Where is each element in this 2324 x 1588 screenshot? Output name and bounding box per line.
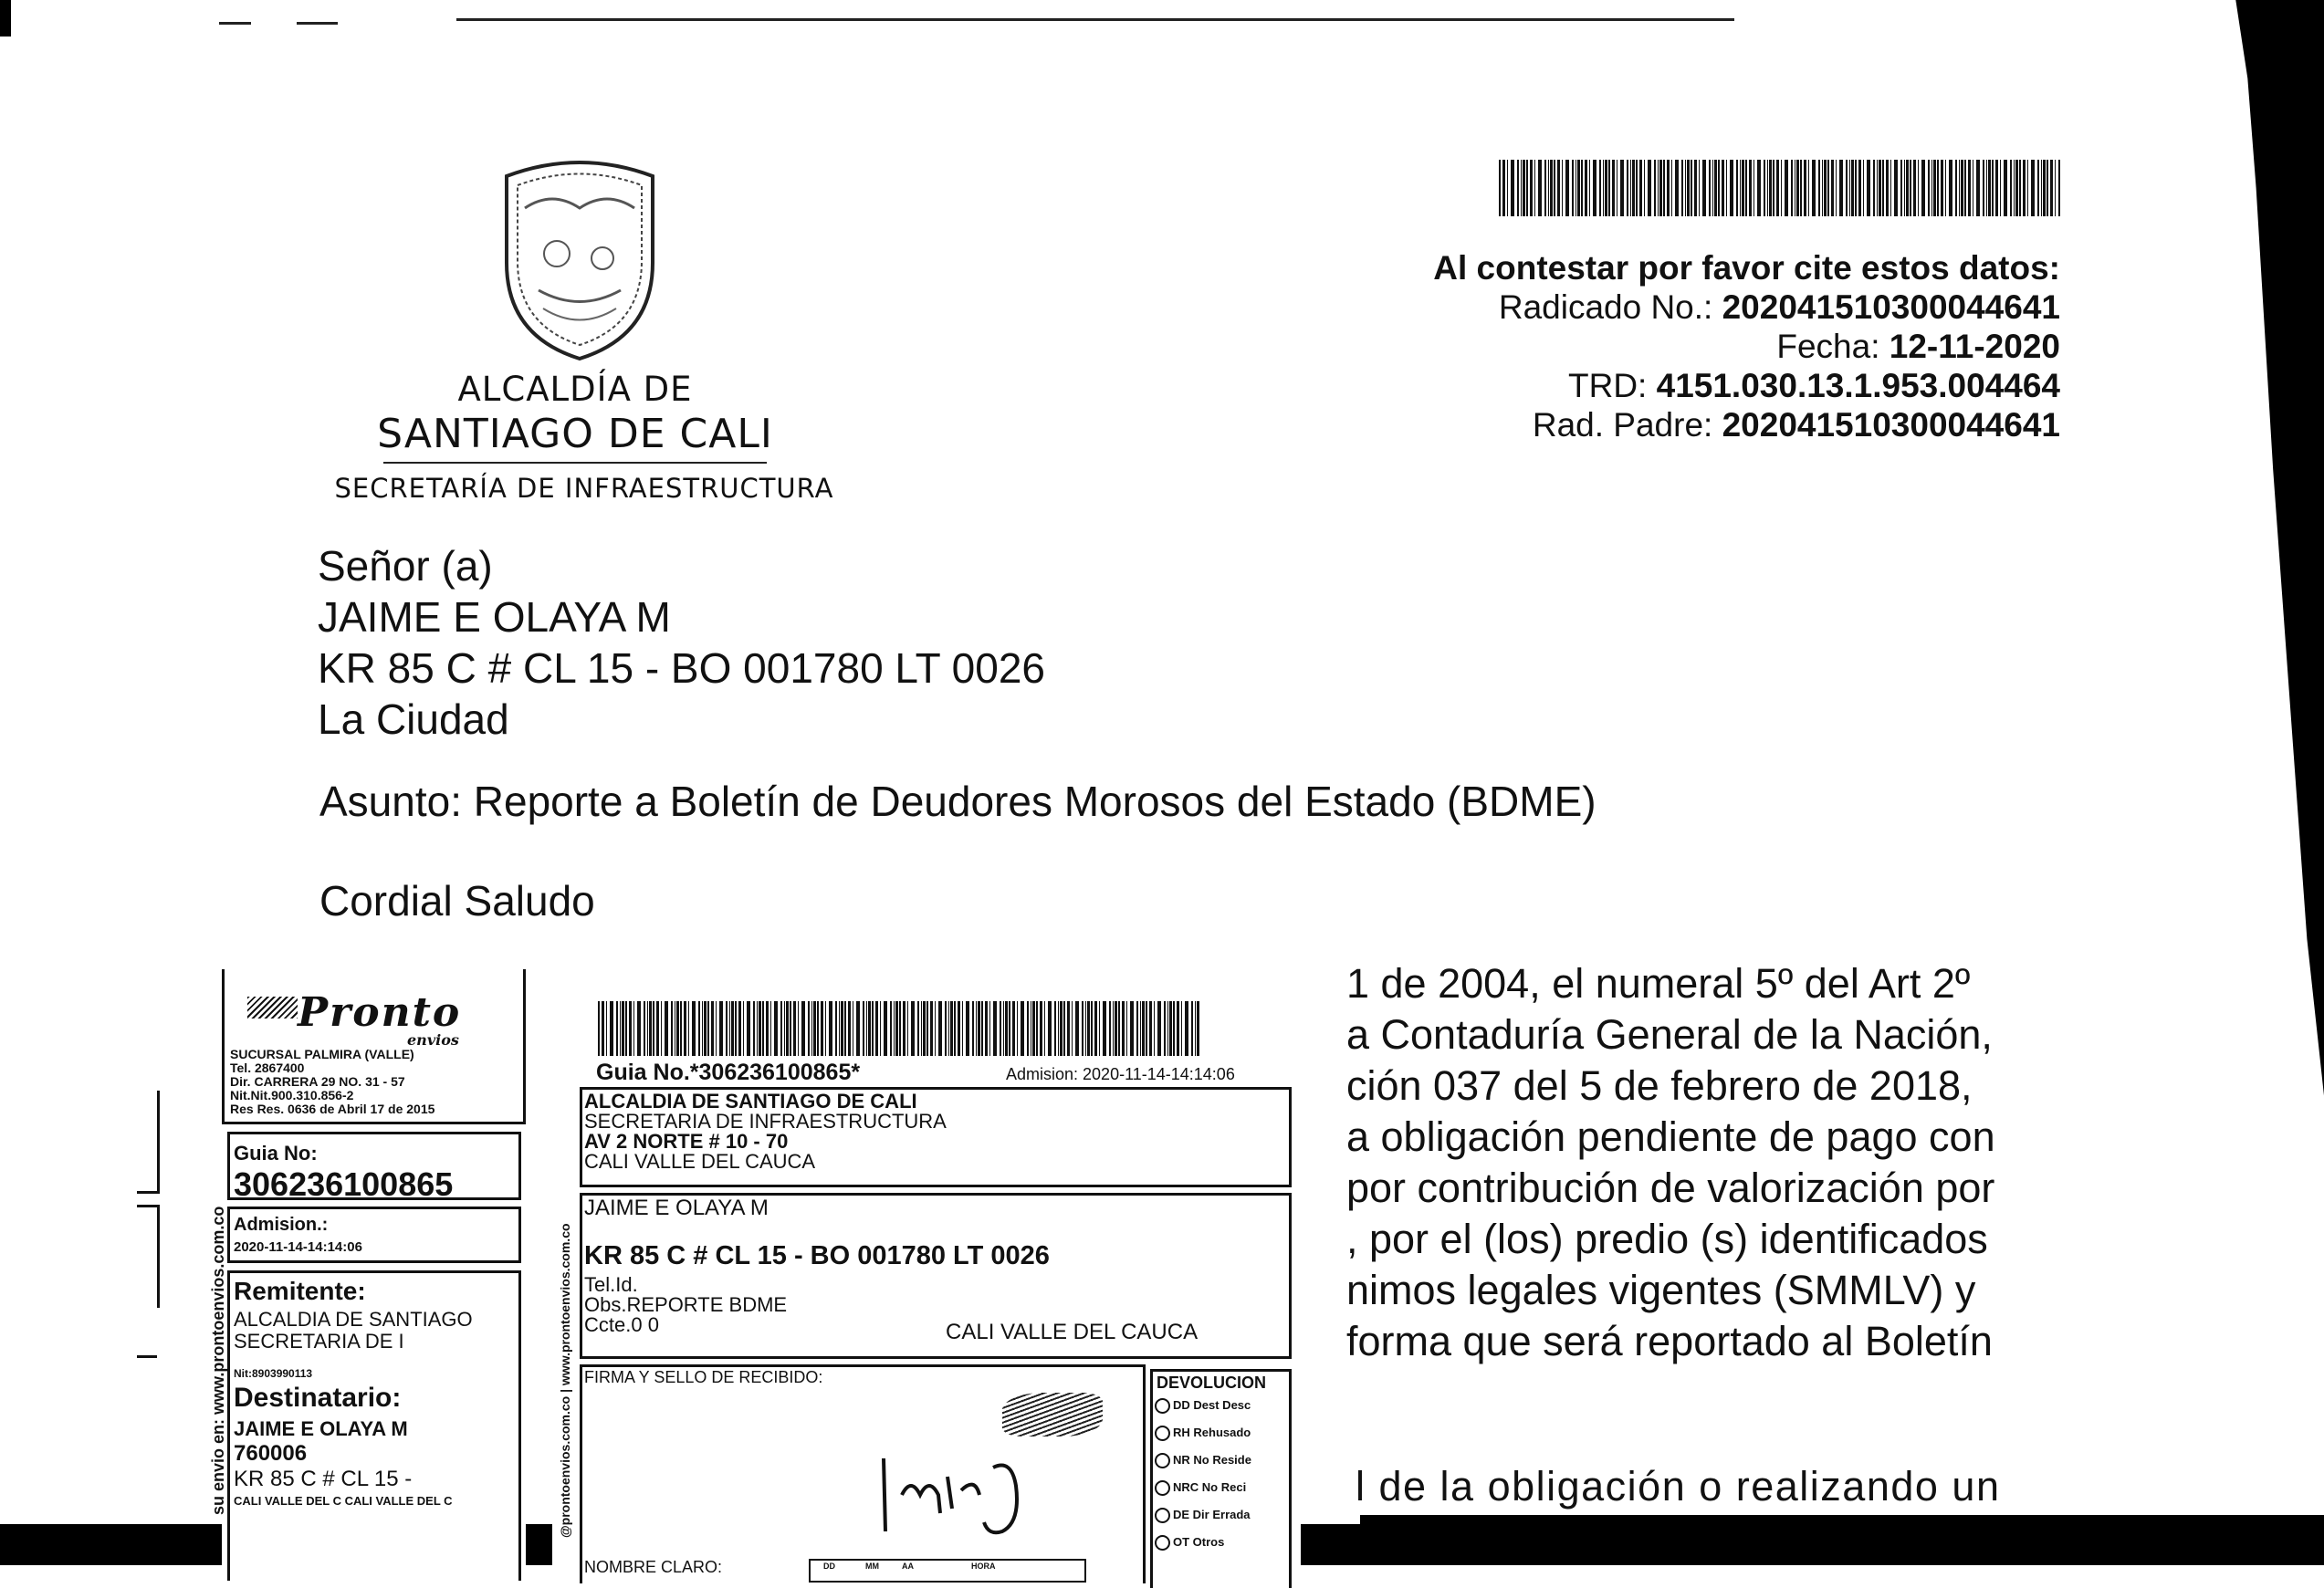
firma-label: FIRMA Y SELLO DE RECIBIDO: xyxy=(584,1368,823,1386)
devolucion-item[interactable]: OT Otros xyxy=(1155,1529,1251,1556)
top-rule-short-2 xyxy=(297,22,338,25)
recipient-obs: Obs.REPORTE BDME xyxy=(584,1293,788,1316)
courier-tel: Tel. 2867400 xyxy=(230,1060,305,1075)
municipality-line3: SECRETARÍA DE INFRAESTRUCTURA xyxy=(334,473,834,504)
body-fragment-5: por contribución de valorización por xyxy=(1346,1165,1995,1211)
courier-branch-text xyxy=(230,1048,434,1116)
courier-brand-sub: envios xyxy=(407,1031,459,1049)
remitente-box-small xyxy=(227,1270,521,1581)
date-col-aa: AA xyxy=(902,1562,914,1571)
courier-branch-box xyxy=(222,969,526,1124)
radicado-value: 202041510300044641 xyxy=(1722,288,2060,326)
sender-line4: CALI VALLE DEL CAUCA xyxy=(584,1150,816,1173)
radio-circle-icon xyxy=(1155,1480,1170,1496)
body-fragment-3: ción 037 del 5 de febrero de 2018, xyxy=(1346,1062,1973,1109)
recipient-city: CALI VALLE DEL CAUCA xyxy=(946,1320,1199,1344)
courier-brand-logo: Pronto xyxy=(298,989,462,1036)
admision-label-small: Admision.: xyxy=(234,1215,329,1235)
recipient-ccte: Ccte.0 0 xyxy=(584,1313,659,1336)
destinatario-postal: 760006 xyxy=(234,1441,308,1466)
addressee-name: JAIME E OLAYA M xyxy=(318,593,671,641)
devolucion-item[interactable]: DD Dest Desc xyxy=(1155,1392,1251,1419)
courier-vertical-text-left: su envio en: www.prontoenvios.com.co xyxy=(209,1206,227,1515)
courier-res: Res Res. 0636 de Abril 17 de 2015 xyxy=(230,1102,435,1116)
radio-circle-icon xyxy=(1155,1508,1170,1523)
devolucion-list xyxy=(1155,1392,1251,1556)
addressee-salutation: Señor (a) xyxy=(318,542,493,590)
destinatario-name: JAIME E OLAYA M xyxy=(234,1417,408,1440)
recipient-name: JAIME E OLAYA M xyxy=(584,1196,769,1220)
radio-circle-icon xyxy=(1155,1535,1170,1551)
reference-block xyxy=(1433,248,2060,444)
margin-bracket-1 xyxy=(137,1091,160,1194)
subject-line: Asunto: Reporte a Boletín de Deudores Morosos del Estado (BDME) xyxy=(319,778,1596,825)
margin-bracket-3 xyxy=(137,1355,157,1358)
body-fragment-4: a obligación pendiente de pago con xyxy=(1346,1113,1995,1160)
devolucion-title: DEVOLUCION xyxy=(1157,1374,1267,1392)
remitente-line2: SECRETARIA DE I xyxy=(234,1330,404,1353)
radicado-label: Radicado No.: xyxy=(1498,288,1713,326)
fecha-value: 12-11-2020 xyxy=(1889,328,2060,365)
remitente-line1: ALCALDIA DE SANTIAGO xyxy=(234,1308,473,1331)
recipient-box xyxy=(580,1193,1292,1359)
devolucion-item[interactable]: NR No Reside xyxy=(1155,1447,1251,1474)
destinatario-label: Destinatario: xyxy=(234,1383,402,1413)
date-box xyxy=(809,1559,1086,1583)
municipality-line2: SANTIAGO DE CALI xyxy=(377,411,773,457)
destinatario-address: KR 85 C # CL 15 - xyxy=(234,1467,413,1491)
remitente-label: Remitente: xyxy=(234,1277,366,1305)
devolucion-item[interactable]: NRC No Reci xyxy=(1155,1474,1251,1501)
body-fragment-8: forma que será reportado al Boletín xyxy=(1346,1318,1993,1364)
municipality-rule xyxy=(383,462,767,464)
courier-admision-main: Admision: 2020-11-14-14:14:06 xyxy=(1006,1065,1235,1083)
body-fragment-6: , por el (los) predio (s) identificados xyxy=(1346,1216,1988,1262)
padre-value: 202041510300044641 xyxy=(1722,406,2060,444)
date-col-mm: MM xyxy=(865,1562,879,1571)
municipality-line1: ALCALDÍA DE xyxy=(457,370,693,409)
devolucion-item[interactable]: RH Rehusado xyxy=(1155,1419,1251,1447)
courier-guia-main: Guia No.*306236100865* xyxy=(596,1060,861,1085)
handwritten-signature xyxy=(874,1440,1075,1541)
courier-label-main xyxy=(552,981,1301,1576)
sender-box xyxy=(580,1087,1292,1187)
courier-stamp xyxy=(1002,1393,1103,1437)
body-fragment-2: a Contaduría General de la Nación, xyxy=(1346,1011,1993,1058)
devolucion-box xyxy=(1150,1369,1292,1588)
admision-box-small xyxy=(227,1207,521,1263)
date-col-hora: HORA xyxy=(971,1562,996,1571)
top-rule-short xyxy=(219,22,251,25)
courier-branch: SUCURSAL PALMIRA (VALLE) xyxy=(230,1047,414,1061)
sender-line3: AV 2 NORTE # 10 - 70 xyxy=(584,1130,789,1153)
trd-line xyxy=(1433,366,2060,405)
sender-line2: SECRETARIA DE INFRAESTRUCTURA xyxy=(584,1110,947,1133)
body-fragment-last: l de la obligación o realizando un xyxy=(1356,1463,2001,1510)
courier-label-small xyxy=(209,967,526,1565)
margin-bracket-2 xyxy=(137,1205,160,1308)
courier-vertical-text-main: @prontoenvios.com.co | www.prontoenvios.com.co xyxy=(558,1223,572,1538)
recipient-tel: Tel.Id. xyxy=(584,1273,638,1296)
radio-circle-icon xyxy=(1155,1426,1170,1441)
trd-label: TRD: xyxy=(1568,367,1648,404)
admision-value-small: 2020-11-14-14:14:06 xyxy=(234,1239,362,1255)
courier-nit: Nit.Nit.900.310.856-2 xyxy=(230,1088,354,1102)
fecha-label: Fecha: xyxy=(1776,328,1880,365)
courier-brand-hatch xyxy=(247,997,298,1019)
body-fragment-1: 1 de 2004, el numeral 5º del Art 2º xyxy=(1346,960,1971,1007)
padre-label: Rad. Padre: xyxy=(1532,406,1713,444)
signature-box xyxy=(580,1364,1146,1583)
remitente-nit: Nit:8903990113 xyxy=(234,1367,313,1380)
courier-dir: Dir. CARRERA 29 NO. 31 - 57 xyxy=(230,1074,405,1089)
fecha-line xyxy=(1433,327,2060,366)
padre-line xyxy=(1433,405,2060,444)
addressee-address: KR 85 C # CL 15 - BO 001780 LT 0026 xyxy=(318,644,1045,692)
devolucion-item[interactable]: DE Dir Errada xyxy=(1155,1501,1251,1529)
radio-circle-icon xyxy=(1155,1453,1170,1468)
reference-heading: Al contestar por favor cite estos datos: xyxy=(1433,249,2060,287)
body-fragment-7: nimos legales vigentes (SMMLV) y xyxy=(1346,1267,1976,1313)
greeting: Cordial Saludo xyxy=(319,877,595,925)
radicado-line xyxy=(1433,287,2060,327)
date-col-dd: DD xyxy=(823,1562,835,1571)
nombre-label: NOMBRE CLARO: xyxy=(584,1558,723,1576)
barcode-top xyxy=(1499,160,2060,216)
guia-value-small: 306236100865 xyxy=(234,1165,454,1203)
guia-label-small: Guia No: xyxy=(234,1142,318,1165)
guia-box-small xyxy=(227,1132,521,1203)
addressee-city: La Ciudad xyxy=(318,695,509,743)
top-rule xyxy=(456,18,1734,21)
sender-line1: ALCALDIA DE SANTIAGO DE CALI xyxy=(584,1090,917,1113)
scan-edge-bottom-right xyxy=(1360,1515,2324,1565)
addressee-block xyxy=(318,540,1045,745)
coat-of-arms-seal xyxy=(488,153,671,363)
destinatario-city: CALI VALLE DEL C CALI VALLE DEL C xyxy=(234,1494,453,1508)
barcode-courier xyxy=(598,1001,1200,1056)
scan-edge-left xyxy=(0,0,11,37)
radio-circle-icon xyxy=(1155,1398,1170,1414)
trd-value: 4151.030.13.1.953.004464 xyxy=(1656,367,2060,404)
recipient-address: KR 85 C # CL 15 - BO 001780 LT 0026 xyxy=(584,1241,1050,1270)
scan-edge-right xyxy=(2154,0,2324,1565)
